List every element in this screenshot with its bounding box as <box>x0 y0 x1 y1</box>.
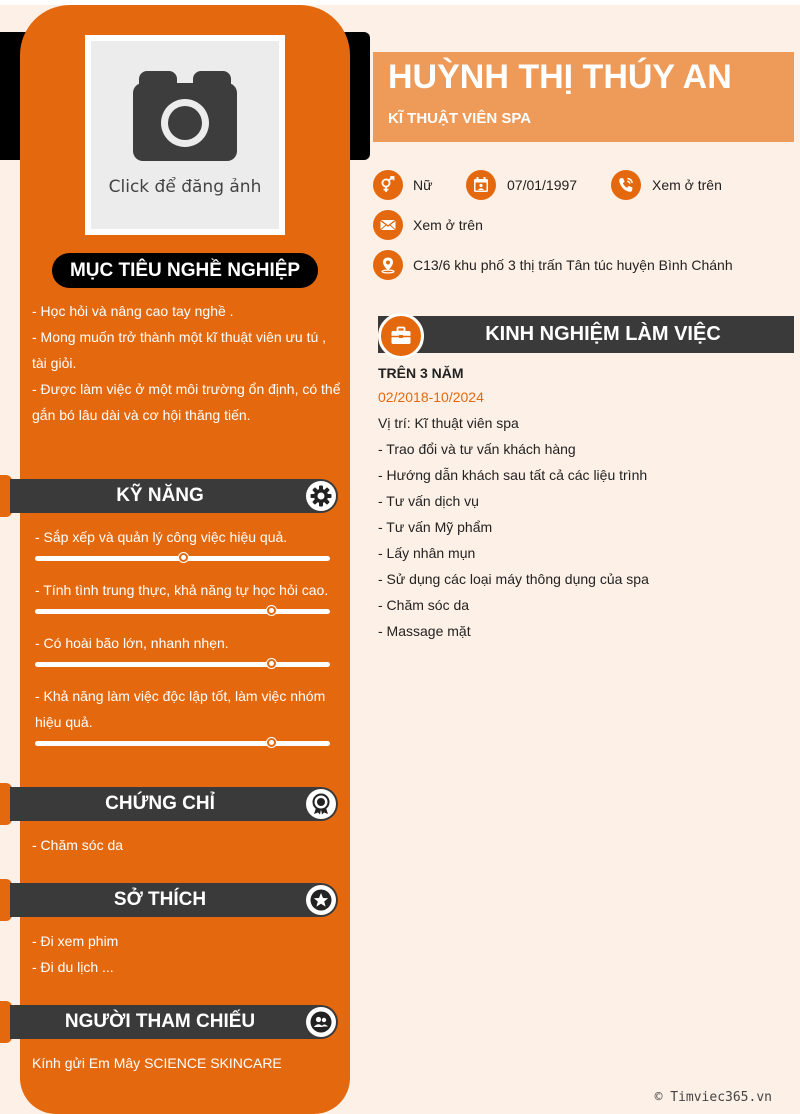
experience-line: - Hướng dẫn khách sau tất cả các liệu trình <box>378 467 648 483</box>
objective-line: gắn bó lâu dài và cơ hội thăng tiến. <box>32 407 251 423</box>
gear-icon <box>306 481 336 511</box>
skill-line: hiệu quả. <box>35 714 93 730</box>
skills-title: KỸ NĂNG <box>116 485 204 506</box>
skill-level-bar <box>35 741 330 746</box>
certificates-title: CHỨNG CHỈ <box>105 793 215 814</box>
email-value: Xem ở trên <box>413 217 483 233</box>
experience-line: - Chăm sóc da <box>378 597 470 613</box>
objective-line: - Được làm việc ở một môi trường ổn định, có thể <box>32 381 341 397</box>
skills-header <box>10 479 338 513</box>
skill-item: - Sắp xếp và quản lý công việc hiệu quả. <box>35 529 288 545</box>
certificate-item: - Chăm sóc da <box>32 837 124 853</box>
birthday-value: 07/01/1997 <box>507 177 578 193</box>
briefcase-icon <box>378 313 424 359</box>
skill-level-bar <box>35 609 330 614</box>
photo-caption[interactable]: Click để đăng ảnh <box>108 177 262 197</box>
skill-level-bar <box>35 556 330 561</box>
candidate-name: HUỲNH THỊ THÚY AN <box>388 58 732 96</box>
skill-item: - Có hoài bão lớn, nhanh nhẹn. <box>35 635 229 651</box>
footer-watermark: © Timviec365.vn <box>654 1090 772 1105</box>
experience-duration: TRÊN 3 NĂM <box>378 365 464 381</box>
skill-level-knob <box>267 606 276 615</box>
star-icon <box>306 885 336 915</box>
references-header <box>10 1005 338 1039</box>
skill-level-bar <box>35 662 330 667</box>
skill-level-knob <box>267 738 276 747</box>
experience-line: - Trao đổi và tư vấn khách hàng <box>378 441 576 457</box>
objective-line: - Mong muốn trở thành một kĩ thuật viên ưu tú , <box>32 329 327 345</box>
phone-value: Xem ở trên <box>652 177 722 193</box>
experience-line: - Tư vấn dịch vụ <box>378 493 479 509</box>
hobbies-header <box>10 883 338 917</box>
reference-text: Kính gửi Em Mây SCIENCE SKINCARE <box>32 1055 282 1071</box>
gender-icon <box>373 170 403 200</box>
hobby-item: - Đi du lịch ... <box>32 959 114 975</box>
medal-icon <box>306 789 336 819</box>
certificates-header <box>10 787 338 821</box>
gender-value: Nữ <box>413 177 433 193</box>
objective-line: - Học hỏi và nâng cao tay nghề . <box>32 303 234 319</box>
name-header <box>373 52 794 142</box>
objective-title: MỤC TIÊU NGHỀ NGHIỆP <box>52 253 318 288</box>
objective-text <box>32 298 344 428</box>
experience-line: - Lấy nhân mụn <box>378 545 476 561</box>
location-icon <box>373 250 403 280</box>
experience-period: 02/2018-10/2024 <box>378 389 484 405</box>
email-icon <box>373 210 403 240</box>
camera-icon <box>127 67 243 167</box>
hobby-item: - Đi xem phim <box>32 933 119 949</box>
objective-line: tài giỏi. <box>32 355 77 371</box>
people-icon <box>306 1007 336 1037</box>
experience-line: - Tư vấn Mỹ phẩm <box>378 519 493 535</box>
experience-line: Vị trí: Kĩ thuật viên spa <box>378 415 519 431</box>
photo-upload[interactable] <box>85 35 285 235</box>
experience-header <box>378 316 794 353</box>
skill-level-knob <box>267 659 276 668</box>
skill-item: - Tính tình trung thực, khả năng tự học hỏi cao. <box>35 582 329 598</box>
skill-line: - Khả năng làm việc độc lập tốt, làm việc nhóm <box>35 688 326 704</box>
job-title: KĨ THUẬT VIÊN SPA <box>388 110 532 127</box>
skill-item <box>35 683 335 735</box>
photo-placeholder[interactable] <box>91 41 279 229</box>
experience-title: KINH NGHIỆM LÀM VIỆC <box>485 323 721 345</box>
calendar-icon <box>466 170 496 200</box>
references-title: NGƯỜI THAM CHIẾU <box>64 1011 256 1032</box>
address-value: C13/6 khu phố 3 thị trấn Tân túc huyện Bình Chánh <box>413 257 733 273</box>
phone-icon <box>611 170 641 200</box>
hobbies-title: SỞ THÍCH <box>113 889 207 910</box>
skill-level-knob <box>179 553 188 562</box>
experience-line: - Massage mặt <box>378 623 471 639</box>
experience-line: - Sử dụng các loại máy thông dụng của spa <box>378 571 649 587</box>
